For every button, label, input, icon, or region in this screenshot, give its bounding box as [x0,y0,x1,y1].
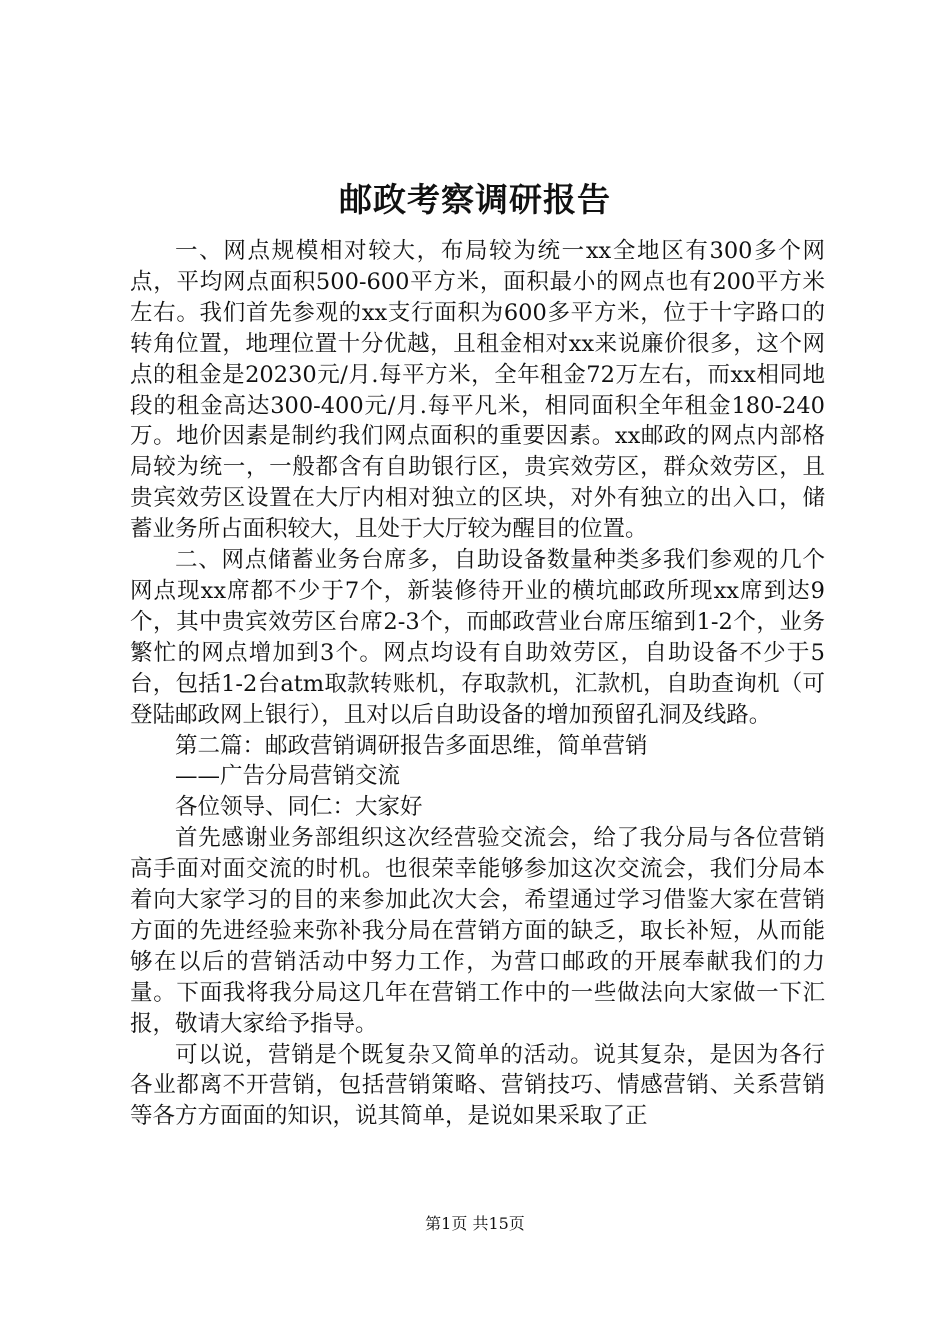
paragraph-marketing: 可以说，营销是个既复杂又简单的活动。说其复杂，是因为各行各业都离不开营销，包括营销策略、营销技巧、情感营销、关系营销等各方方面面的知识，说其简单，是说如果采取了正 [130,1041,825,1130]
document-title: 邮政考察调研报告 [339,180,611,219]
page-number-footer: 第1页 共15页 [425,1214,525,1233]
paragraph-chapter-two-heading: 第二篇：邮政营销调研报告多面思维，简单营销 [175,732,648,759]
paragraph-savings-counters: 二、网点储蓄业务台席多，自助设备数量种类多我们参观的几个网点现xx席都不少于7个，新装修待开业的横坑邮政所现xx席到达9个，其中贵宾效劳区台席2-3个，而邮政营业台席压缩到1-2个，业务繁忙的网点增加到3个。网点均设有自助效劳区，自助设备不少于5台，包括1-2台atm取款转账机，存取款机，汇款机，自助查询机（可登陆邮政网上银行），且对以后自助设备的增加预留孔洞及线路。 [130,547,825,728]
paragraph-subtitle: ——广告分局营销交流 [175,763,401,790]
paragraph-thanks: 首先感谢业务部组织这次经营验交流会，给了我分局与各位营销高手面对面交流的时机。也很荣幸能够参加这次交流会，我们分局本着向大家学习的目的来参加此次大会，希望通过学习借鉴大家在营销方面的先进经验来弥补我分局在营销方面的缺乏，取长补短，从而能够在以后的营销活动中努力工作，为营口邮政的开展奉献我们的力量。下面我将我分局这几年在营销工作中的一些做法向大家做一下汇报，敬请大家给予指导。 [130,825,825,1037]
document-body [130,236,825,1132]
paragraph-salutation: 各位领导、同仁：大家好 [175,794,423,821]
paragraph-network-scale: 一、网点规模相对较大，布局较为统一xx全地区有300多个网点，平均网点面积500-600平方米，面积最小的网点也有200平方米左右。我们首先参观的xx支行面积为600多平方米，位于十字路口的转角位置，地理位置十分优越，且租金相对xx来说廉价很多，这个网点的租金是20230元/月.每平方米，全年租金72万左右，而xx相同地段的租金高达300-400元/月.每平凡米，相同面积全年租金180-240万。地价因素是制约我们网点面积的重要因素。xx邮政的网点内部格局较为统一，一般都含有自助银行区，贵宾效劳区，群众效劳区，且贵宾效劳区设置在大厅内相对独立的区块，对外有独立的出入口，储蓄业务所占面积较大，且处于大厅较为醒目的位置。 [130,238,825,543]
